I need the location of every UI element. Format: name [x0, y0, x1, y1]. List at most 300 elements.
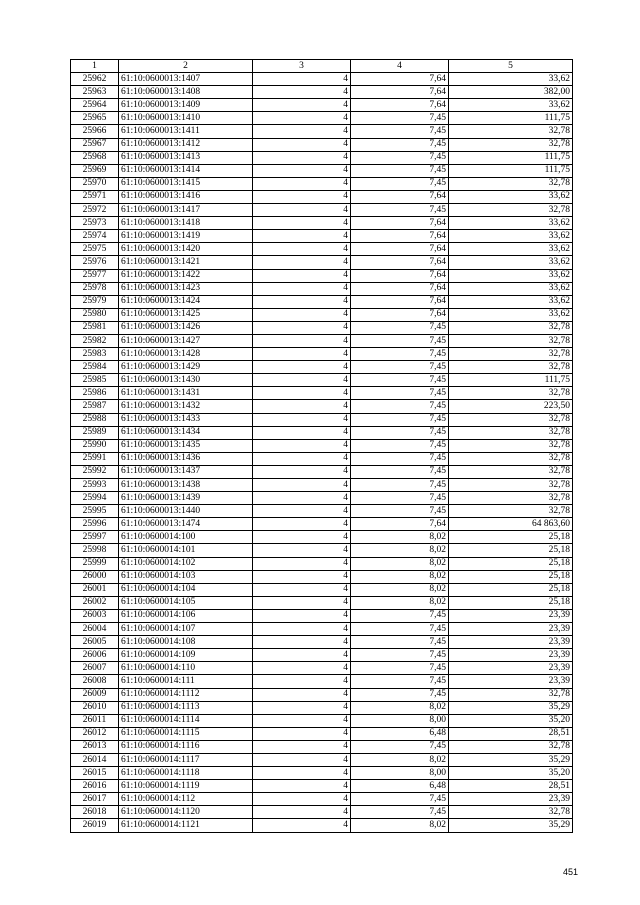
column-4-cell: 8,02	[351, 583, 449, 596]
row-number-cell: 25967	[71, 138, 119, 151]
cadastral-number-cell: 61:10:0600013:1428	[119, 348, 253, 361]
table-row	[71, 387, 573, 400]
column-5-cell: 382,00	[449, 86, 573, 99]
table-body	[71, 73, 573, 832]
column-4-cell: 7,45	[351, 492, 449, 505]
cadastral-number-cell: 61:10:0600014:106	[119, 609, 253, 622]
column-4-cell: 7,45	[351, 609, 449, 622]
column-4-cell: 7,45	[351, 164, 449, 177]
column-4-cell: 7,45	[351, 740, 449, 753]
table-row	[71, 99, 573, 112]
column-5-cell: 32,78	[449, 426, 573, 439]
column-5-cell: 33,62	[449, 243, 573, 256]
column-3-cell: 4	[253, 112, 351, 125]
table-row	[71, 753, 573, 766]
column-4-cell: 7,45	[351, 138, 449, 151]
cadastral-number-cell: 61:10:0600014:110	[119, 662, 253, 675]
table-row	[71, 439, 573, 452]
column-4-cell: 7,45	[351, 125, 449, 138]
column-4-cell: 8,00	[351, 767, 449, 780]
row-number-cell: 26015	[71, 767, 119, 780]
column-5-cell: 32,78	[449, 413, 573, 426]
column-3-cell: 4	[253, 662, 351, 675]
row-number-cell: 25993	[71, 479, 119, 492]
column-3-cell: 4	[253, 675, 351, 688]
column-3-cell: 4	[253, 819, 351, 832]
column-3-cell: 4	[253, 348, 351, 361]
cadastral-number-cell: 61:10:0600013:1407	[119, 73, 253, 86]
cadastral-number-cell: 61:10:0600014:1119	[119, 780, 253, 793]
table-row	[71, 544, 573, 557]
column-5-cell: 23,39	[449, 662, 573, 675]
column-4-cell: 7,45	[351, 806, 449, 819]
column-4-cell: 7,64	[351, 282, 449, 295]
column-5-cell: 32,78	[449, 125, 573, 138]
row-number-cell: 26008	[71, 675, 119, 688]
column-3-cell: 4	[253, 596, 351, 609]
column-4-cell: 7,45	[351, 452, 449, 465]
row-number-cell: 26012	[71, 727, 119, 740]
column-5-cell: 33,62	[449, 269, 573, 282]
column-4-cell: 7,64	[351, 190, 449, 203]
row-number-cell: 26004	[71, 623, 119, 636]
table-row	[71, 465, 573, 478]
cadastral-number-cell: 61:10:0600013:1411	[119, 125, 253, 138]
row-number-cell: 26017	[71, 793, 119, 806]
row-number-cell: 26011	[71, 714, 119, 727]
row-number-cell: 25966	[71, 125, 119, 138]
column-4-cell: 7,64	[351, 256, 449, 269]
cadastral-number-cell: 61:10:0600013:1424	[119, 295, 253, 308]
column-4-cell: 8,02	[351, 544, 449, 557]
table-row	[71, 282, 573, 295]
column-5-cell: 33,62	[449, 295, 573, 308]
column-4-cell: 7,45	[351, 387, 449, 400]
column-5-cell: 32,78	[449, 479, 573, 492]
cadastral-number-cell: 61:10:0600013:1438	[119, 479, 253, 492]
column-4-cell: 7,64	[351, 73, 449, 86]
column-3-cell: 4	[253, 230, 351, 243]
row-number-cell: 25977	[71, 269, 119, 282]
table-row	[71, 609, 573, 622]
column-4-cell: 7,64	[351, 99, 449, 112]
cadastral-number-cell: 61:10:0600014:103	[119, 570, 253, 583]
column-3-cell: 4	[253, 282, 351, 295]
column-5-cell: 23,39	[449, 675, 573, 688]
cadastral-number-cell: 61:10:0600014:101	[119, 544, 253, 557]
column-4-cell: 7,45	[351, 505, 449, 518]
row-number-cell: 25965	[71, 112, 119, 125]
table-row	[71, 596, 573, 609]
table-row	[71, 557, 573, 570]
column-3-cell: 4	[253, 256, 351, 269]
row-number-cell: 25991	[71, 452, 119, 465]
table-row	[71, 727, 573, 740]
cadastral-number-cell: 61:10:0600013:1423	[119, 282, 253, 295]
column-5-cell: 28,51	[449, 727, 573, 740]
column-4-cell: 7,45	[351, 334, 449, 347]
column-3-cell: 4	[253, 426, 351, 439]
column-4-cell: 7,45	[351, 361, 449, 374]
column-3-cell: 4	[253, 99, 351, 112]
column-4-cell: 8,02	[351, 753, 449, 766]
row-number-cell: 25963	[71, 86, 119, 99]
column-3-cell: 4	[253, 531, 351, 544]
column-5-cell: 32,78	[449, 492, 573, 505]
table-row	[71, 217, 573, 230]
column-4-cell: 7,45	[351, 348, 449, 361]
column-5-cell: 25,18	[449, 583, 573, 596]
cadastral-number-cell: 61:10:0600013:1425	[119, 308, 253, 321]
column-5-cell: 111,75	[449, 112, 573, 125]
table-row	[71, 793, 573, 806]
row-number-cell: 26014	[71, 753, 119, 766]
cadastral-number-cell: 61:10:0600014:102	[119, 557, 253, 570]
table-row	[71, 452, 573, 465]
column-5-cell: 32,78	[449, 348, 573, 361]
table-row	[71, 321, 573, 334]
row-number-cell: 26016	[71, 780, 119, 793]
column-3-cell: 4	[253, 217, 351, 230]
data-table	[70, 59, 573, 833]
column-5-cell: 25,18	[449, 531, 573, 544]
column-5-cell: 35,29	[449, 701, 573, 714]
table-row	[71, 505, 573, 518]
column-5-cell: 33,62	[449, 230, 573, 243]
column-5-cell: 223,50	[449, 400, 573, 413]
cadastral-number-cell: 61:10:0600013:1413	[119, 151, 253, 164]
column-4-cell: 8,02	[351, 570, 449, 583]
table-row	[71, 649, 573, 662]
column-3-cell: 4	[253, 623, 351, 636]
cadastral-number-cell: 61:10:0600014:1121	[119, 819, 253, 832]
cadastral-number-cell: 61:10:0600014:107	[119, 623, 253, 636]
row-number-cell: 26009	[71, 688, 119, 701]
table-row	[71, 308, 573, 321]
column-4-cell: 7,45	[351, 479, 449, 492]
table-row	[71, 662, 573, 675]
column-5-cell: 33,62	[449, 73, 573, 86]
cadastral-number-cell: 61:10:0600014:104	[119, 583, 253, 596]
column-3-cell: 4	[253, 544, 351, 557]
column-3-cell: 4	[253, 413, 351, 426]
cadastral-number-cell: 61:10:0600013:1474	[119, 518, 253, 531]
header-row	[71, 60, 573, 73]
row-number-cell: 25998	[71, 544, 119, 557]
column-3-cell: 4	[253, 479, 351, 492]
table-row	[71, 806, 573, 819]
table-row	[71, 348, 573, 361]
column-5-cell: 33,62	[449, 308, 573, 321]
table-row	[71, 531, 573, 544]
column-4-cell: 7,45	[351, 439, 449, 452]
column-5-cell: 32,78	[449, 177, 573, 190]
row-number-cell: 25992	[71, 465, 119, 478]
row-number-cell: 25969	[71, 164, 119, 177]
column-5-cell: 25,18	[449, 544, 573, 557]
row-number-cell: 25976	[71, 256, 119, 269]
cadastral-number-cell: 61:10:0600013:1437	[119, 465, 253, 478]
column-4-cell: 7,45	[351, 400, 449, 413]
table-row	[71, 177, 573, 190]
column-3-cell: 4	[253, 806, 351, 819]
row-number-cell: 25972	[71, 204, 119, 217]
column-header-5: 5	[449, 60, 573, 73]
column-3-cell: 4	[253, 793, 351, 806]
column-3-cell: 4	[253, 505, 351, 518]
cadastral-number-cell: 61:10:0600014:1114	[119, 714, 253, 727]
cadastral-number-cell: 61:10:0600013:1421	[119, 256, 253, 269]
row-number-cell: 26006	[71, 649, 119, 662]
cadastral-number-cell: 61:10:0600013:1427	[119, 334, 253, 347]
column-5-cell: 35,20	[449, 714, 573, 727]
column-5-cell: 33,62	[449, 190, 573, 203]
table-row	[71, 125, 573, 138]
table-row	[71, 583, 573, 596]
table-row	[71, 426, 573, 439]
column-3-cell: 4	[253, 518, 351, 531]
column-4-cell: 7,45	[351, 413, 449, 426]
column-4-cell: 8,02	[351, 596, 449, 609]
row-number-cell: 25981	[71, 321, 119, 334]
cadastral-number-cell: 61:10:0600013:1417	[119, 204, 253, 217]
column-3-cell: 4	[253, 177, 351, 190]
column-4-cell: 7,45	[351, 675, 449, 688]
column-5-cell: 111,75	[449, 164, 573, 177]
column-4-cell: 6,48	[351, 780, 449, 793]
row-number-cell: 26007	[71, 662, 119, 675]
row-number-cell: 25999	[71, 557, 119, 570]
row-number-cell: 25968	[71, 151, 119, 164]
column-4-cell: 7,64	[351, 295, 449, 308]
cadastral-number-cell: 61:10:0600013:1429	[119, 361, 253, 374]
column-5-cell: 25,18	[449, 596, 573, 609]
column-3-cell: 4	[253, 767, 351, 780]
column-4-cell: 8,02	[351, 531, 449, 544]
column-3-cell: 4	[253, 570, 351, 583]
column-3-cell: 4	[253, 308, 351, 321]
column-5-cell: 32,78	[449, 740, 573, 753]
column-3-cell: 4	[253, 492, 351, 505]
cadastral-number-cell: 61:10:0600014:100	[119, 531, 253, 544]
cadastral-number-cell: 61:10:0600013:1412	[119, 138, 253, 151]
row-number-cell: 25964	[71, 99, 119, 112]
column-5-cell: 32,78	[449, 361, 573, 374]
table-row	[71, 492, 573, 505]
column-4-cell: 7,64	[351, 269, 449, 282]
column-5-cell: 33,62	[449, 256, 573, 269]
cadastral-number-cell: 61:10:0600013:1432	[119, 400, 253, 413]
column-5-cell: 32,78	[449, 688, 573, 701]
column-3-cell: 4	[253, 295, 351, 308]
column-4-cell: 7,45	[351, 662, 449, 675]
table-row	[71, 243, 573, 256]
column-4-cell: 8,02	[351, 819, 449, 832]
column-4-cell: 7,45	[351, 688, 449, 701]
cadastral-number-cell: 61:10:0600013:1436	[119, 452, 253, 465]
cadastral-number-cell: 61:10:0600014:105	[119, 596, 253, 609]
table-row	[71, 518, 573, 531]
table-row	[71, 151, 573, 164]
column-4-cell: 7,45	[351, 374, 449, 387]
column-5-cell: 25,18	[449, 557, 573, 570]
row-number-cell: 25987	[71, 400, 119, 413]
cadastral-number-cell: 61:10:0600014:1118	[119, 767, 253, 780]
row-number-cell: 25980	[71, 308, 119, 321]
column-5-cell: 23,39	[449, 636, 573, 649]
cadastral-number-cell: 61:10:0600013:1408	[119, 86, 253, 99]
table-row	[71, 295, 573, 308]
cadastral-number-cell: 61:10:0600013:1433	[119, 413, 253, 426]
row-number-cell: 26003	[71, 609, 119, 622]
row-number-cell: 25971	[71, 190, 119, 203]
row-number-cell: 25997	[71, 531, 119, 544]
column-3-cell: 4	[253, 269, 351, 282]
column-3-cell: 4	[253, 190, 351, 203]
column-5-cell: 23,39	[449, 649, 573, 662]
column-5-cell: 35,20	[449, 767, 573, 780]
cadastral-number-cell: 61:10:0600014:1116	[119, 740, 253, 753]
column-5-cell: 23,39	[449, 793, 573, 806]
column-4-cell: 7,45	[351, 649, 449, 662]
column-3-cell: 4	[253, 151, 351, 164]
column-5-cell: 32,78	[449, 387, 573, 400]
column-3-cell: 4	[253, 387, 351, 400]
table-row	[71, 230, 573, 243]
row-number-cell: 25984	[71, 361, 119, 374]
column-4-cell: 7,64	[351, 217, 449, 230]
row-number-cell: 25989	[71, 426, 119, 439]
column-4-cell: 8,02	[351, 701, 449, 714]
table-row	[71, 570, 573, 583]
column-3-cell: 4	[253, 740, 351, 753]
row-number-cell: 25974	[71, 230, 119, 243]
table-row	[71, 256, 573, 269]
table-row	[71, 204, 573, 217]
column-4-cell: 7,45	[351, 112, 449, 125]
column-4-cell: 7,64	[351, 243, 449, 256]
table-row	[71, 688, 573, 701]
column-3-cell: 4	[253, 780, 351, 793]
cadastral-number-cell: 61:10:0600014:1117	[119, 753, 253, 766]
column-5-cell: 32,78	[449, 439, 573, 452]
table-row	[71, 269, 573, 282]
row-number-cell: 25995	[71, 505, 119, 518]
column-4-cell: 7,45	[351, 426, 449, 439]
column-5-cell: 33,62	[449, 282, 573, 295]
cadastral-number-cell: 61:10:0600013:1426	[119, 321, 253, 334]
column-3-cell: 4	[253, 243, 351, 256]
column-5-cell: 111,75	[449, 151, 573, 164]
column-5-cell: 111,75	[449, 374, 573, 387]
row-number-cell: 25973	[71, 217, 119, 230]
column-3-cell: 4	[253, 125, 351, 138]
row-number-cell: 25979	[71, 295, 119, 308]
row-number-cell: 25988	[71, 413, 119, 426]
row-number-cell: 25962	[71, 73, 119, 86]
row-number-cell: 26001	[71, 583, 119, 596]
column-3-cell: 4	[253, 86, 351, 99]
row-number-cell: 25975	[71, 243, 119, 256]
column-3-cell: 4	[253, 164, 351, 177]
column-3-cell: 4	[253, 753, 351, 766]
column-3-cell: 4	[253, 465, 351, 478]
column-3-cell: 4	[253, 361, 351, 374]
cadastral-number-cell: 61:10:0600013:1410	[119, 112, 253, 125]
column-4-cell: 7,45	[351, 177, 449, 190]
column-3-cell: 4	[253, 701, 351, 714]
column-5-cell: 32,78	[449, 505, 573, 518]
column-4-cell: 7,64	[351, 308, 449, 321]
table-row	[71, 164, 573, 177]
table-row	[71, 413, 573, 426]
column-3-cell: 4	[253, 321, 351, 334]
column-5-cell: 23,39	[449, 609, 573, 622]
table-row	[71, 138, 573, 151]
cadastral-number-cell: 61:10:0600013:1419	[119, 230, 253, 243]
cadastral-number-cell: 61:10:0600013:1440	[119, 505, 253, 518]
cadastral-number-cell: 61:10:0600013:1431	[119, 387, 253, 400]
column-5-cell: 32,78	[449, 465, 573, 478]
cadastral-number-cell: 61:10:0600013:1422	[119, 269, 253, 282]
cadastral-number-cell: 61:10:0600014:108	[119, 636, 253, 649]
column-4-cell: 8,02	[351, 557, 449, 570]
row-number-cell: 26000	[71, 570, 119, 583]
column-5-cell: 32,78	[449, 138, 573, 151]
column-3-cell: 4	[253, 714, 351, 727]
table-row	[71, 740, 573, 753]
column-5-cell: 35,29	[449, 753, 573, 766]
table-row	[71, 701, 573, 714]
column-3-cell: 4	[253, 583, 351, 596]
column-3-cell: 4	[253, 557, 351, 570]
table-row	[71, 73, 573, 86]
table-row	[71, 780, 573, 793]
column-4-cell: 7,64	[351, 518, 449, 531]
column-3-cell: 4	[253, 609, 351, 622]
column-4-cell: 7,45	[351, 204, 449, 217]
column-5-cell: 25,18	[449, 570, 573, 583]
cadastral-number-cell: 61:10:0600014:109	[119, 649, 253, 662]
column-5-cell: 35,29	[449, 819, 573, 832]
column-4-cell: 7,45	[351, 151, 449, 164]
row-number-cell: 25978	[71, 282, 119, 295]
column-3-cell: 4	[253, 452, 351, 465]
row-number-cell: 26018	[71, 806, 119, 819]
table-row	[71, 112, 573, 125]
table-row	[71, 334, 573, 347]
column-4-cell: 7,64	[351, 86, 449, 99]
row-number-cell: 26005	[71, 636, 119, 649]
row-number-cell: 25990	[71, 439, 119, 452]
table-row	[71, 767, 573, 780]
column-3-cell: 4	[253, 138, 351, 151]
row-number-cell: 26010	[71, 701, 119, 714]
table-row	[71, 479, 573, 492]
column-4-cell: 7,45	[351, 636, 449, 649]
row-number-cell: 25985	[71, 374, 119, 387]
column-4-cell: 8,00	[351, 714, 449, 727]
cadastral-number-cell: 61:10:0600013:1418	[119, 217, 253, 230]
row-number-cell: 25983	[71, 348, 119, 361]
column-3-cell: 4	[253, 439, 351, 452]
column-3-cell: 4	[253, 334, 351, 347]
column-header-3: 3	[253, 60, 351, 73]
column-3-cell: 4	[253, 73, 351, 86]
cadastral-number-cell: 61:10:0600013:1416	[119, 190, 253, 203]
row-number-cell: 25994	[71, 492, 119, 505]
cadastral-number-cell: 61:10:0600014:1115	[119, 727, 253, 740]
